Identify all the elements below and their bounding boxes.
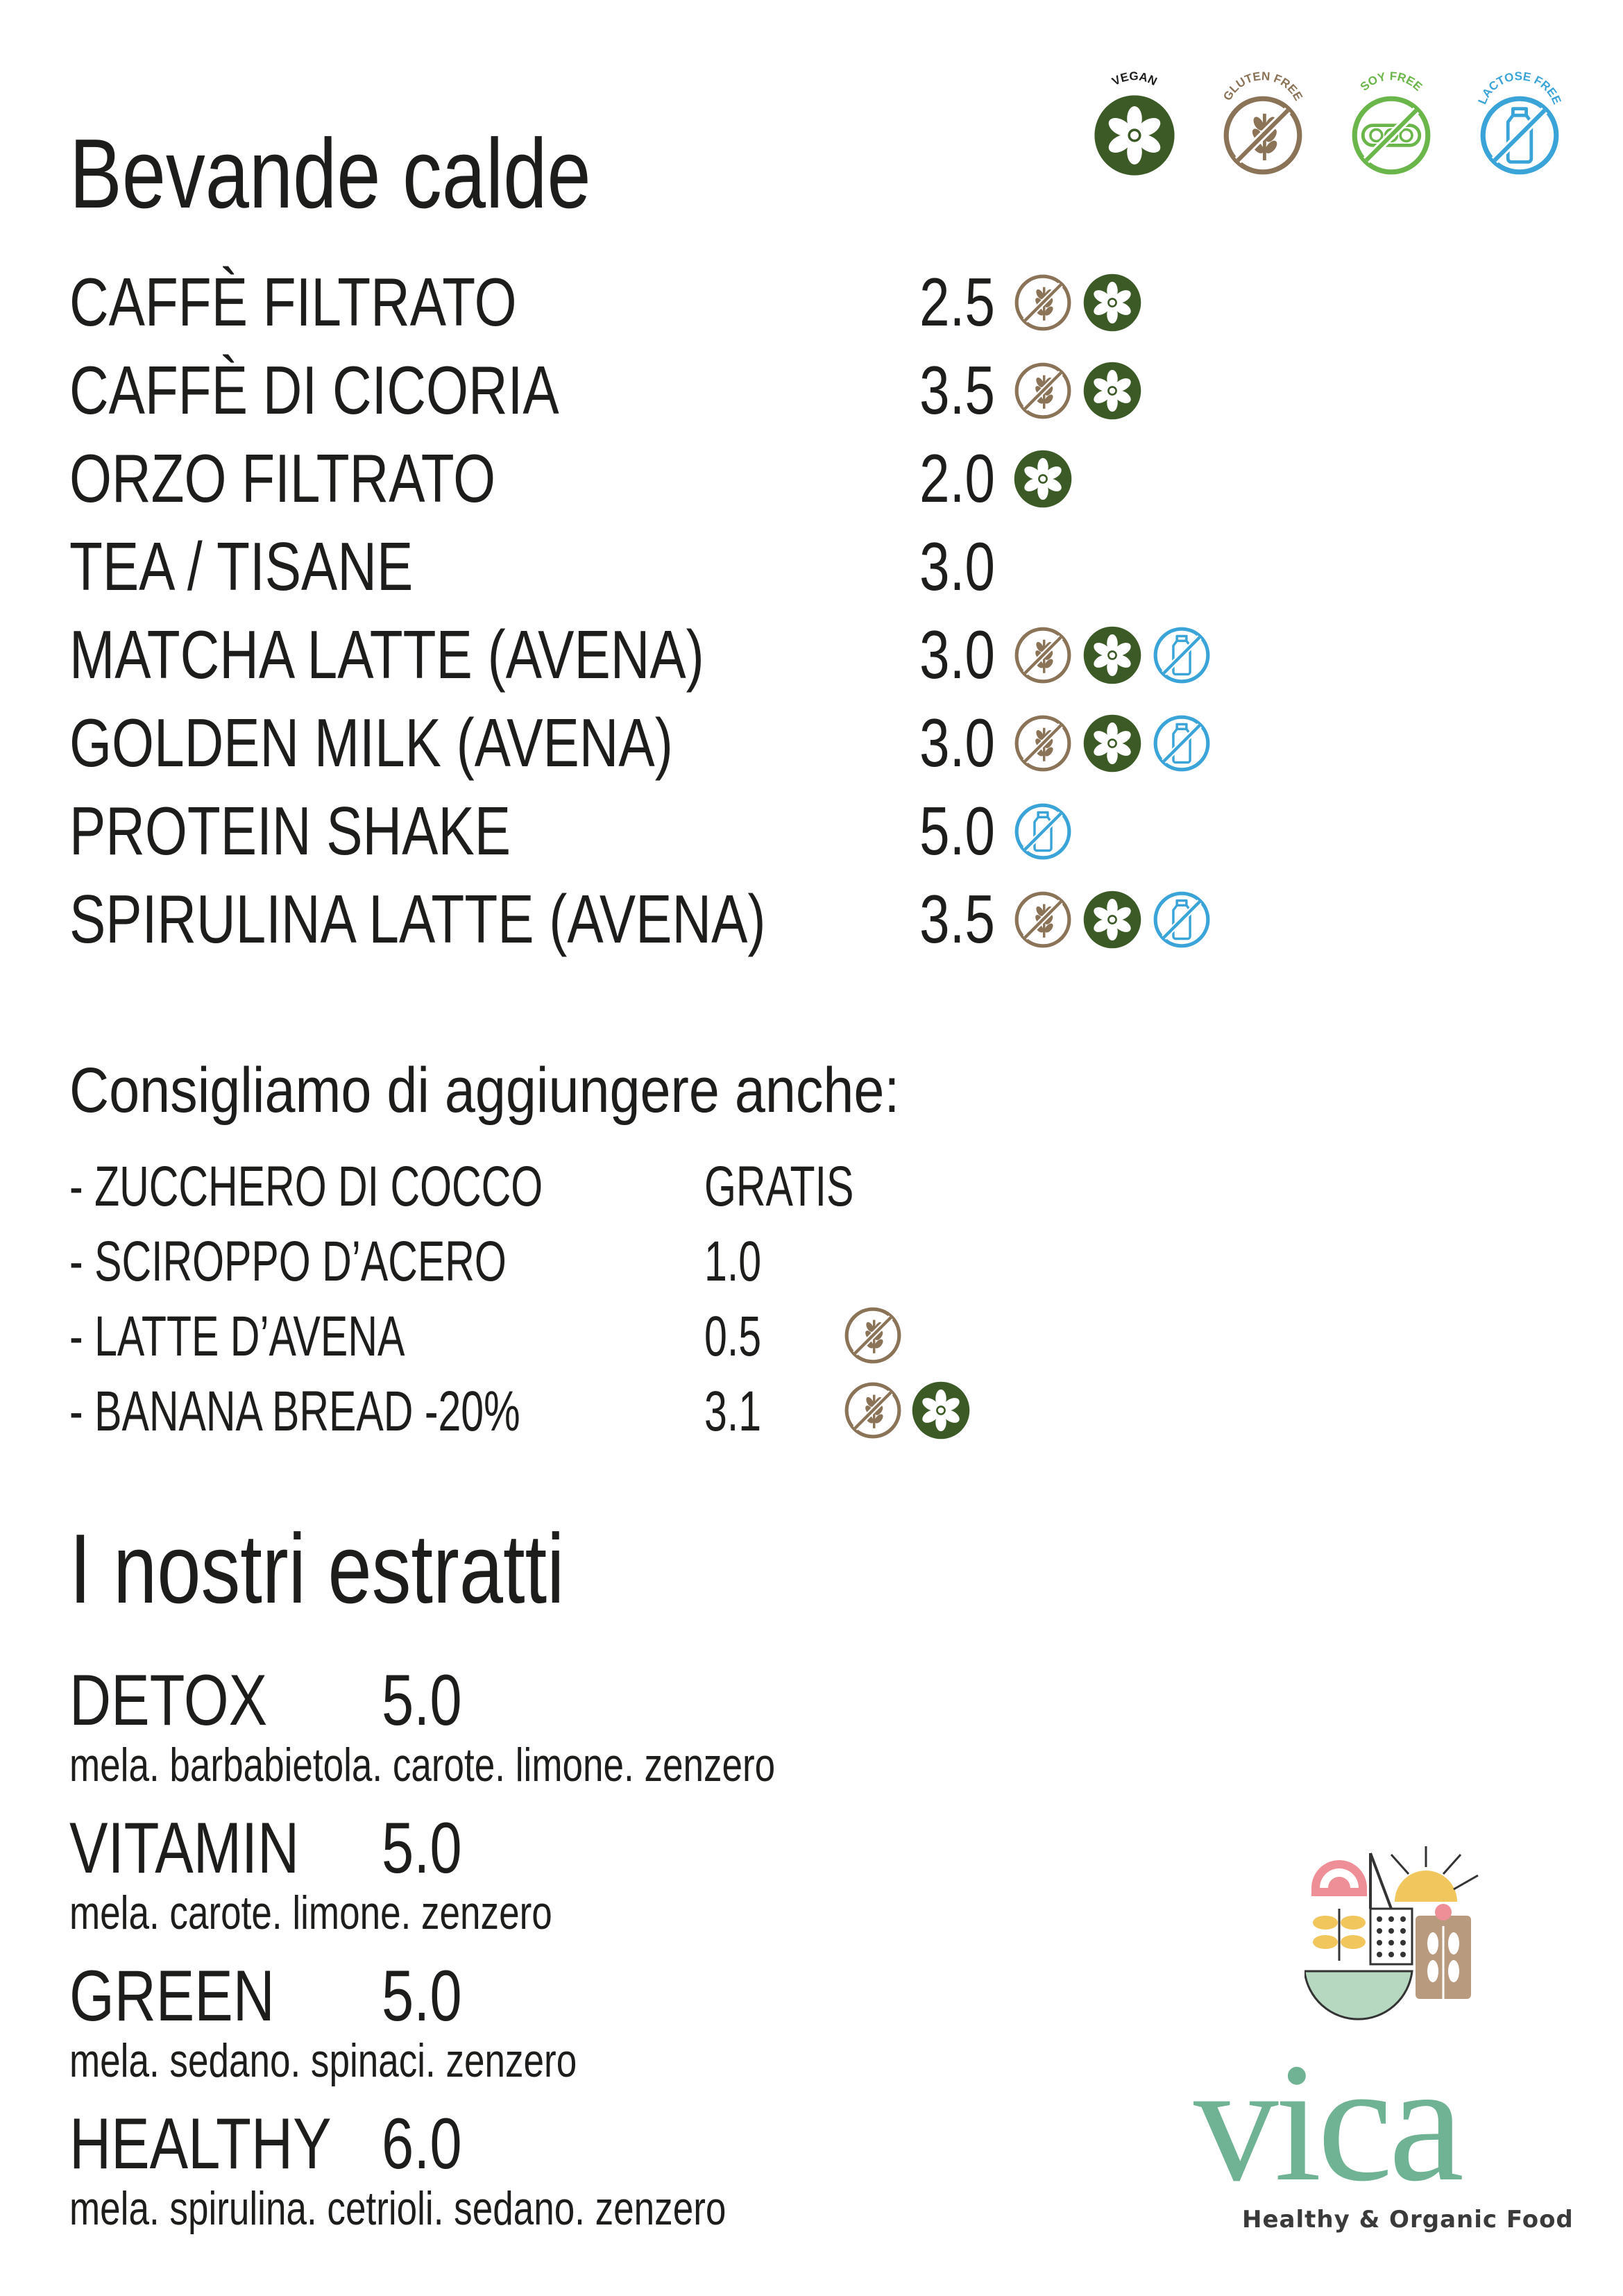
svg-text:SOY FREE: SOY FREE [1357,69,1425,94]
addon-row [69,1381,1041,1443]
svg-text:GLUTEN FREE: GLUTEN FREE [1221,69,1305,103]
extracts-title: I nostri estratti [69,1514,565,1624]
drink-row [69,264,1249,340]
vegan-flower-icon [1082,714,1142,773]
drink-price: 2.0 [919,440,995,516]
vegan-flower-icon [1082,273,1142,332]
diet-icons [1013,890,1212,949]
drink-row [69,704,1249,781]
drink-row [69,440,1249,516]
gluten-free-icon [843,1306,903,1365]
soy-free-icon [1350,94,1433,177]
diet-icons [1013,273,1142,332]
diet-icons [1013,449,1073,509]
drink-price: 2.5 [919,264,995,340]
drink-price: 5.0 [919,793,995,869]
extract-name: VITAMIN [69,1808,300,1889]
addon-name: - LATTE D’AVENA [69,1305,405,1368]
extract-price: 5.0 [382,1660,462,1741]
addon-row [69,1306,1041,1368]
extract-price: 6.0 [382,2104,462,2184]
brand-name: vica [1193,2028,1461,2216]
extract-ingredients: mela. sedano. spinaci. zenzero [69,2034,577,2087]
drink-name: PROTEIN SHAKE [69,793,511,869]
drink-name: CAFFÈ FILTRATO [69,264,517,340]
legend-soy-free [1339,66,1443,184]
drink-row [69,528,1249,605]
extract-name: DETOX [69,1660,268,1741]
addon-price: 0.5 [704,1305,762,1368]
drink-row [69,793,1249,869]
extract-ingredients: mela. spirulina. cetrioli. sedano. zenzero [69,2182,726,2235]
diet-icons [1013,625,1212,685]
addon-price: 3.1 [704,1380,762,1443]
extract-price: 5.0 [382,1808,462,1889]
drink-price: 3.5 [919,881,995,957]
vegan-flower-icon [1082,361,1142,421]
drink-price: 3.5 [919,352,995,428]
gluten-free-icon [1013,361,1073,421]
diet-icons [843,1381,971,1440]
drink-price: 3.0 [919,616,995,693]
lactose-free-icon [1152,890,1212,949]
drink-name: GOLDEN MILK (AVENA) [69,704,673,781]
lactose-free-icon [1152,625,1212,685]
diet-icons [843,1306,903,1365]
lactose-free-icon [1478,94,1561,177]
addon-name: - SCIROPPO D’ACERO [69,1230,507,1293]
addon-price: GRATIS [704,1155,854,1218]
diet-legend [1082,66,1568,191]
drink-name: MATCHA LATTE (AVENA) [69,616,704,693]
legend-vegan [1082,66,1187,184]
vegan-flower-icon [1082,625,1142,685]
addon-price: 1.0 [704,1230,762,1293]
drink-row [69,352,1249,428]
vegan-flower-icon [911,1381,971,1440]
vegan-flower-icon [1093,94,1176,177]
lactose-free-icon [1152,714,1212,773]
gluten-free-icon [1013,890,1073,949]
gluten-free-icon [1013,714,1073,773]
legend-gluten-free [1211,66,1315,184]
lactose-free-icon [1013,802,1073,861]
gluten-free-icon [1013,273,1073,332]
addon-row [69,1156,1041,1218]
addons-title: Consigliamo di aggiungere anche: [69,1055,900,1126]
vegan-flower-icon [1082,890,1142,949]
drink-row [69,616,1249,693]
drink-price: 3.0 [919,704,995,781]
brand-tagline: Healthy & Organic Food [1242,2206,1574,2234]
addon-name: - BANANA BREAD -20% [69,1380,520,1443]
diet-icons [1013,802,1073,861]
extract-price: 5.0 [382,1956,462,2036]
extract-ingredients: mela. barbabietola. carote. limone. zenzero [69,1739,776,1791]
gluten-free-icon [1013,625,1073,685]
diet-icons [1013,714,1212,773]
svg-text:LACTOSE FREE: LACTOSE FREE [1475,69,1564,106]
drink-name: TEA / TISANE [69,528,414,605]
vegan-flower-icon [1013,449,1073,509]
gluten-free-icon [1221,94,1305,177]
hot-drinks-title: Bevande calde [69,119,591,229]
diet-icons [1013,361,1142,421]
addon-name: - ZUCCHERO DI COCCO [69,1155,543,1218]
extract-name: GREEN [69,1956,275,2036]
drink-name: CAFFÈ DI CICORIA [69,352,559,428]
drink-price: 3.0 [919,528,995,605]
svg-text:VEGAN: VEGAN [1110,69,1159,89]
extract-name: HEALTHY [69,2104,332,2184]
brand-logo-icon [1305,1839,1485,2027]
legend-lactose-free [1468,66,1572,184]
addon-row [69,1231,1041,1293]
extract-ingredients: mela. carote. limone. zenzero [69,1886,552,1939]
gluten-free-icon [843,1381,903,1440]
drink-row [69,881,1249,957]
drink-name: SPIRULINA LATTE (AVENA) [69,881,766,957]
drink-name: ORZO FILTRATO [69,440,496,516]
